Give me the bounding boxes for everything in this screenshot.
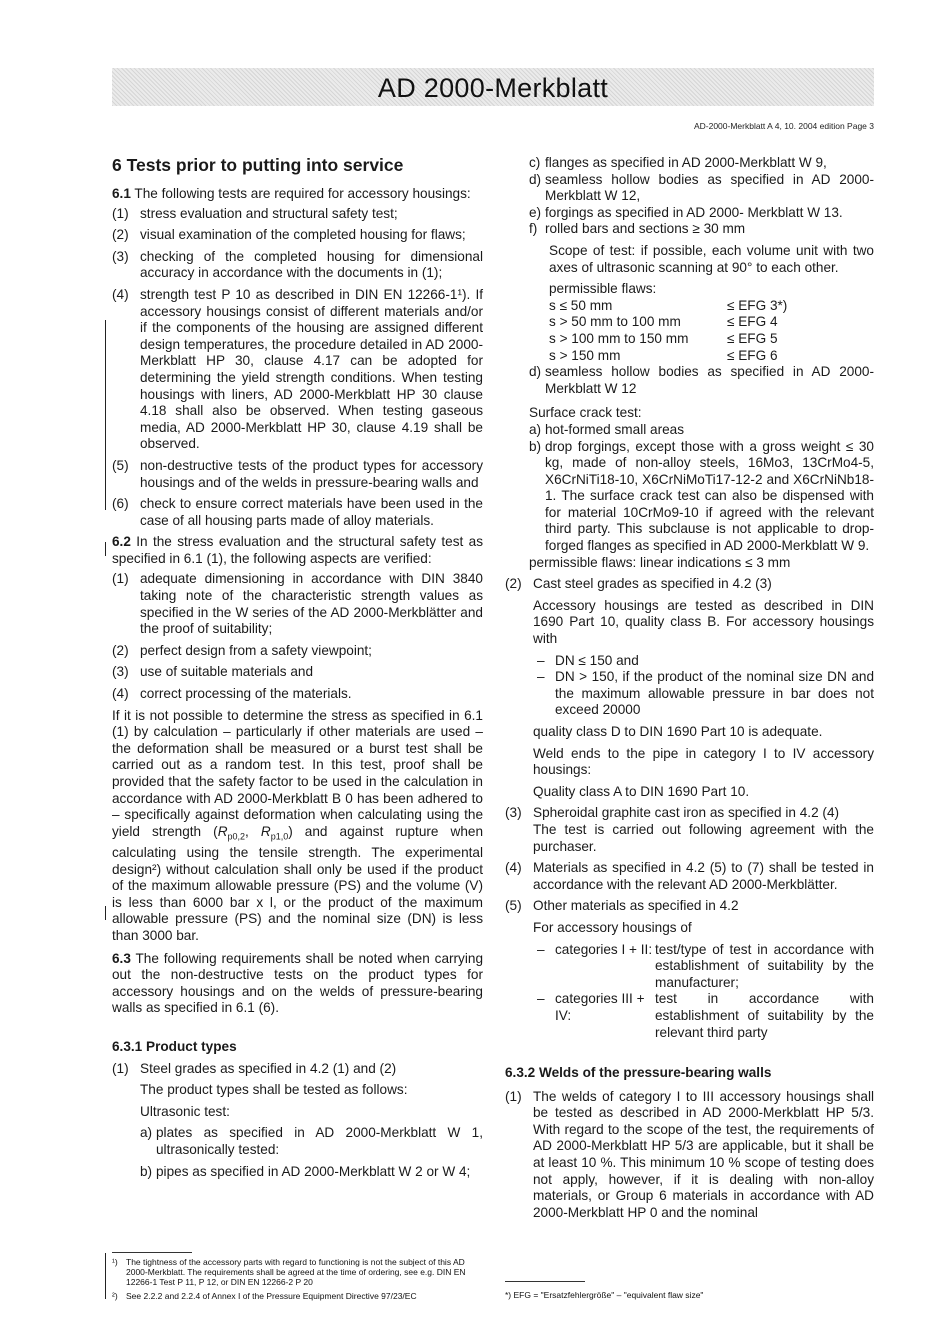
paragraph: Weld ends to the pipe in category I to IV accessory housings: bbox=[533, 745, 874, 778]
paragraph: Accessory housings are tested as described in DIN 1690 Part 10, quality class B. For accessory housings with bbox=[533, 597, 874, 647]
list-item: (5) Other materials as specified in 4.2 bbox=[505, 898, 739, 914]
flaw-row: s > 100 mm to 150 mm ≤ EFG 5 bbox=[549, 330, 778, 346]
paragraph: Ultrasonic test: bbox=[140, 1103, 230, 1119]
document-title: AD 2000-Merkblatt bbox=[377, 73, 609, 103]
clause-6-2: 6.2 In the stress evaluation and the structural safety test as specified in 6.1 (1), the following aspects are verified: bbox=[112, 534, 483, 566]
list-item: (5) non-destructive tests of the product types for accessory housings and of the welds in pressure-bearing walls and bbox=[112, 457, 483, 490]
clause-6-1: 6.1 The following tests are required for accessory housings: bbox=[112, 186, 471, 201]
paragraph: permissible flaws: linear indications ≤ 3 mm bbox=[529, 554, 791, 570]
list-item: (6) check to ensure correct materials have been used in the case of all housing parts made of alloy materials. bbox=[112, 496, 483, 528]
list-item: (1) stress evaluation and structural safety test; bbox=[112, 205, 398, 221]
subsection-6-3-2-heading: 6.3.2 Welds of the pressure-bearing walls bbox=[505, 1065, 772, 1081]
paragraph: Scope of test: if possible, each volume unit with two axes of ultrasonic scanning at 90° to each other. bbox=[549, 242, 874, 275]
list-item: – categories III + IV: test in accordance with establishment of suitability by the relevant third party bbox=[537, 991, 874, 1040]
list-item: (1) adequate dimensioning in accordance with DIN 3840 taking note of the characteristic strength values as specified in the W series of the AD 2000-Merkblätter and the proof of suitability; bbox=[112, 571, 483, 637]
list-6-2 bbox=[112, 571, 483, 702]
paragraph: Surface crack test: bbox=[529, 405, 642, 421]
paragraph: The product types shall be tested as follows: bbox=[140, 1082, 408, 1098]
other-materials-block bbox=[533, 920, 874, 1041]
list-item: (2) perfect design from a safety viewpoint; bbox=[112, 642, 372, 658]
subsection-6-3-1-heading: 6.3.1 Product types bbox=[112, 1039, 237, 1055]
sub-list bbox=[529, 422, 874, 555]
footnote-rule bbox=[505, 1281, 585, 1282]
list-item: (3) checking of the completed housing for dimensional accuracy in accordance with the documents in (1); bbox=[112, 248, 483, 281]
paragraph: The test is carried out following agreement with the purchaser. bbox=[533, 821, 874, 854]
list-item: a) hot-formed small areas bbox=[529, 421, 685, 437]
list-item: (2) visual examination of the completed housing for flaws; bbox=[112, 227, 466, 243]
cast-steel-block bbox=[533, 598, 874, 801]
list-item: (3) use of suitable materials and bbox=[112, 664, 314, 680]
flaw-row: s > 50 mm to 100 mm ≤ EFG 4 bbox=[549, 314, 778, 330]
list-item: (1) The welds of category I to III accessory housings shall be tested as described in AD 2000-Merkblatt HP 5/3. With regard to the scope of the test, the requirements of AD 2000-Merkblatt HP 5/3 are applicable, but it shall be at least 10 %. This minimum 10 % scope of testing does not apply, however, if it is dealing with non-alloy materials, or Group 6 materials in accordance with AD 2000-Merkblatt HP 0 and the nominal bbox=[505, 1088, 874, 1220]
footnote-1: ¹) The tightness of the accessory parts with regard to functioning is not the subject of this AD 2000-Merkblatt. The requirements shall be agreed at the time of ordering, see e.g. DIN EN 12266-1 Test P 11, P 12, or DIN EN 12266-2 P 20 bbox=[112, 1257, 466, 1288]
flaw-row: s > 150 mm ≤ EFG 6 bbox=[549, 347, 778, 363]
paragraph: Quality class A to DIN 1690 Part 10. bbox=[533, 783, 750, 799]
right-column bbox=[505, 155, 874, 1221]
revision-bar bbox=[105, 542, 106, 556]
list-item: a) plates as specified in AD 2000-Merkblatt W 1, ultrasonically tested: bbox=[140, 1125, 483, 1157]
sub-list bbox=[529, 155, 874, 238]
list-item: d) seamless hollow bodies as specified in AD 2000-Merkblatt W 12, bbox=[529, 171, 874, 204]
revision-bar bbox=[105, 1253, 106, 1299]
list-item: (3) Spheroidal graphite cast iron as specified in 4.2 (4) bbox=[505, 805, 840, 821]
scope-block bbox=[549, 243, 874, 364]
list-item: (4) strength test P 10 as described in DIN EN 12266-1¹). If accessory housings consist of different materials and/or if the components of the housing are assigned different design temperatures, the procedure detailed in AD 2000-Merkblatt HP 30, clause 4.17 can be adopted for determining the yield strength conditions. When testing housings with liners, AD 2000-Merkblatt HP 30 clause 4.18 shall also be observed. When testing gaseous media, AD 2000-Merkblatt HP 30, clause 4.19 shall be observed. bbox=[112, 286, 483, 452]
footnote-rule bbox=[112, 1252, 192, 1253]
clause-6-3: 6.3 The following requirements shall be noted when carrying out the non-destructive tests on the product types for accessory housings and on the welds of pressure-bearing walls as specified in 6.1 (6). bbox=[112, 950, 483, 1016]
paragraph: quality class D to DIN 1690 Part 10 is adequate. bbox=[533, 724, 823, 739]
flaw-row: s ≤ 50 mm ≤ EFG 3*) bbox=[549, 297, 788, 313]
revision-bar bbox=[105, 320, 106, 510]
list-item: (2) Cast steel grades as specified in 4.2 (3) bbox=[505, 576, 772, 592]
list-item: – categories I + II: test/type of test in accordance with establishment of suitability by the manufacturer; bbox=[537, 941, 874, 990]
footnote-efg: *) EFG = "Ersatzfehlergröße" – "equivalent flaw size" bbox=[505, 1290, 704, 1300]
list-item: f) rolled bars and sections ≥ 30 mm bbox=[529, 221, 746, 237]
footnote-2: ²) See 2.2.2 and 2.2.4 of Annex I of the Pressure Equipment Directive 97/23/EC bbox=[112, 1291, 417, 1301]
list-item: b) drop forgings, except those with a gross weight ≤ 30 kg, made of non-alloy steels, 16Mo3, 13CrMo4-5, X6CrNiTi18-10, X6CrNiMoTi17-12-2 and X6CrNiNb18-1. The surface crack test can also be dispensed with for material 10CrMo9-10 if agreed with the relevant third party. This subclause is not applicable to drop-forged flanges as specified in AD 2000-Merkblatt W 9. bbox=[529, 438, 874, 554]
burst-test-paragraph: If it is not possible to determine the stress as specified in 6.1 (1) by calculation – particularly if other materials are used – the deformation shall be measured or a burst test shall be carried out as a random test. In this test, proof shall be provided that the safety factor to be used in the calculation in accordance with AD 2000-Merkblatt B 0 has been adhered to – specifically against deformation when calculating using the yield strength ($R_{p0,2}$, $R_{p1,0}$) and against rupture when calculating using the tensile strength. The experimental design²) without calculation shall only be used if the product of the maximum allowable pressure (PS) and the volume (V) is less than 6000 bar x l, or the product of the maximum allowable pressure (PS) and the nominal size (DN) is less than 3000 bar. bbox=[112, 707, 484, 944]
sub-list bbox=[140, 1125, 483, 1180]
paragraph: For accessory housings of bbox=[533, 919, 692, 935]
list-6-1 bbox=[112, 206, 483, 530]
paragraph: permissible flaws: bbox=[549, 281, 657, 297]
revision-bar bbox=[105, 906, 106, 920]
list-item: – DN ≤ 150 and bbox=[537, 652, 639, 668]
list-item: c) flanges as specified in AD 2000-Merkblatt W 9, bbox=[529, 155, 827, 170]
list-item: – DN > 150, if the product of the nominal size DN and the maximum allowable pressure in bar does not exceed 20000 bbox=[537, 669, 874, 718]
document-banner bbox=[112, 68, 874, 106]
left-column bbox=[112, 155, 483, 1180]
list-item: (4) Materials as specified in 4.2 (5) to (7) shall be tested in accordance with the relevant AD 2000-Merkblätter. bbox=[505, 860, 874, 892]
list-item: e) forgings as specified in AD 2000- Merkblatt W 13. bbox=[529, 204, 843, 220]
list-item: (4) correct processing of the materials. bbox=[112, 686, 352, 702]
list-item: b) pipes as specified in AD 2000-Merkblatt W 2 or W 4; bbox=[140, 1163, 471, 1179]
list-item: d) seamless hollow bodies as specified in AD 2000-Merkblatt W 12 bbox=[529, 364, 874, 396]
page-reference: AD-2000-Merkblatt A 4, 10. 2004 edition Page 3 bbox=[693, 121, 874, 131]
list-item: (1) Steel grades as specified in 4.2 (1) and (2) bbox=[112, 1060, 397, 1076]
section-6-heading: 6 Tests prior to putting into service bbox=[112, 155, 404, 175]
